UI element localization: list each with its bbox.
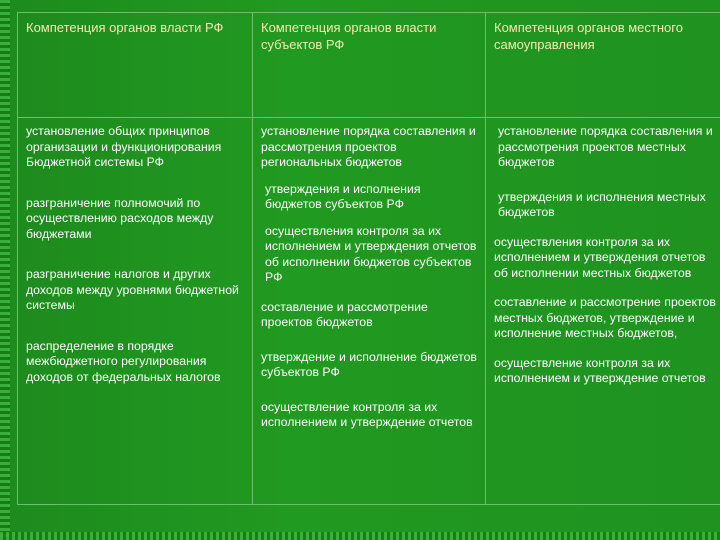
regional-item-1: установление порядка составления и рассмотрения проектов региональных бюджетов [261, 124, 476, 169]
header-federal: Компетенция органов власти РФ [18, 13, 253, 118]
federal-item-1: установление общих принципов организации и функционирования Бюджетной системы РФ [26, 124, 222, 169]
column-local [486, 118, 720, 505]
federal-item-4: распределение в порядке межбюджетного регулирования доходов от федеральных налогов [26, 338, 221, 384]
federal-item-2: разграничение полномочий по осуществлению расходов между бюджетами [26, 195, 214, 241]
regional-item-2: утверждения и исполнения бюджетов субъектов РФ [265, 181, 421, 211]
regional-item-5: утверждение и исполнение бюджетов субъектов РФ [261, 349, 477, 379]
regional-item-4: составление и рассмотрение проектов бюджетов [261, 299, 428, 329]
left-decorative-stripe [0, 0, 10, 540]
local-item-2: утверждения и исполнения местных бюджетов [498, 189, 706, 219]
table-body-row [18, 118, 720, 505]
column-federal [18, 118, 253, 505]
local-item-4: составление и рассмотрение проектов местных бюджетов, утверждение и исполнение местных бюджетов, [494, 295, 716, 340]
header-regional: Компетенция органов власти субъектов РФ [253, 13, 486, 118]
regional-item-6: осуществление контроля за их исполнением и утверждение отчетов [261, 399, 473, 429]
bottom-decorative-stripe [0, 532, 720, 540]
header-local: Компетенция органов местного самоуправления [486, 13, 720, 118]
regional-item-3: осуществления контроля за их исполнением и утверждения отчетов об исполнении бюджетов субъектов РФ [265, 223, 477, 284]
local-item-1: установление порядка составления и рассмотрения проектов местных бюджетов [498, 124, 713, 169]
federal-item-3: разграничение налогов и других доходов между уровнями бюджетной системы [26, 267, 239, 312]
competence-table [17, 12, 720, 505]
column-regional [253, 118, 486, 505]
local-item-3: осуществления контроля за их исполнением и утверждения отчетов об исполнении местных бюджетов [494, 234, 706, 280]
table-header-row [18, 13, 720, 118]
local-item-5: осуществление контроля за их исполнением и утверждение отчетов [494, 355, 706, 385]
